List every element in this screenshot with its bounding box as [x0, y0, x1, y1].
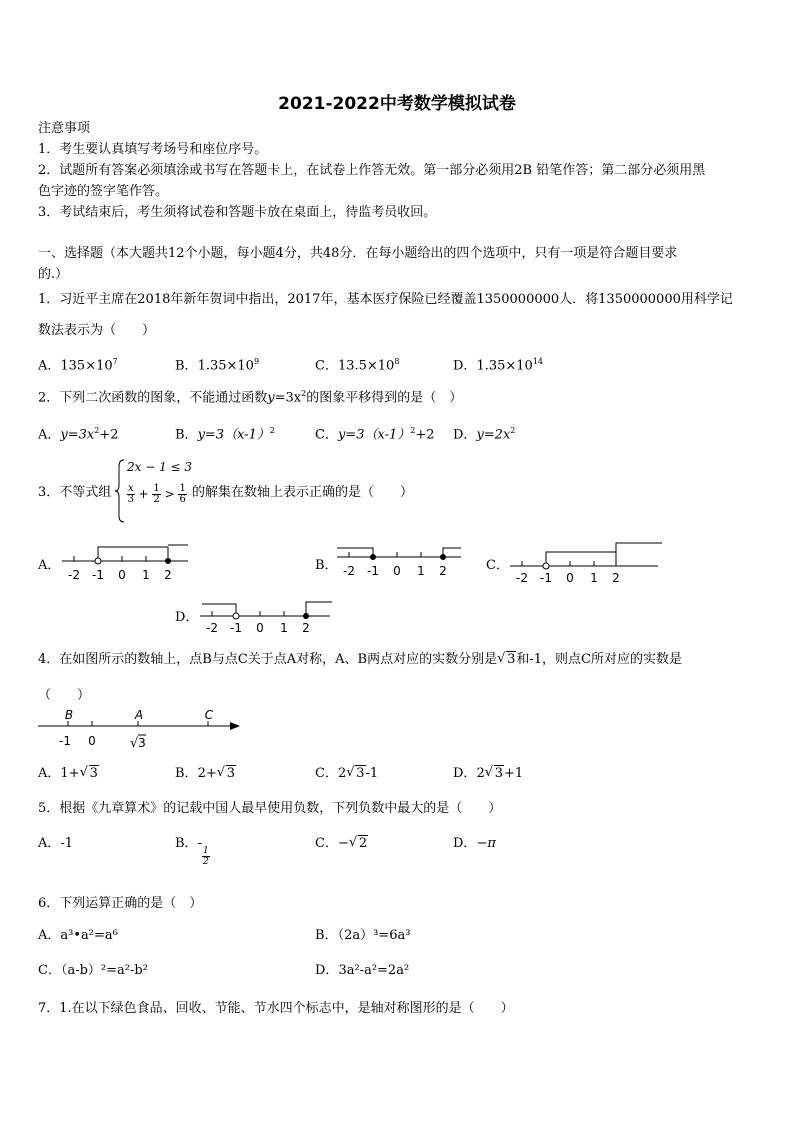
q2-option-c: C．$y=3(x-1)^2+2$ [315, 426, 435, 443]
number-line-d [198, 600, 334, 636]
tick-label: 1 [142, 568, 150, 582]
tick-label: 0 [88, 734, 96, 748]
number-line-a [60, 541, 192, 585]
q1-option-b: B．$1.35\times 10^9$ [175, 357, 260, 374]
q1-option-d: D．$1.35\times 10^{14}$ [453, 357, 544, 374]
section-heading-cont: 的.） [38, 267, 69, 282]
q2-stem: 2．下列二次函数的图象，不能通过函数$y=3x^2$的图象平移得到的是（ ） [38, 389, 463, 406]
tick-label: -2 [516, 571, 528, 585]
q6-option-a: A．a³•a²=a⁶ [38, 928, 118, 943]
q4-option-c: C．2√ 3-1 [315, 766, 378, 782]
tick-label: -2 [343, 564, 355, 578]
q3-prefix: 3．不等式组 [38, 485, 112, 500]
q2-option-b: B．$y=3(x-1)^2$ [175, 426, 275, 443]
q4-number-line [36, 708, 246, 752]
tick-label: 2 [164, 568, 172, 582]
q3-option-a: A． [38, 558, 61, 573]
q7-stem: 7．1.在以下绿色食品、回收、节能、节水四个标志中，是轴对称图形的是（ ） [38, 1001, 514, 1016]
inequality-1: 2x − 1 ≤ 3 [127, 460, 193, 474]
tick-label: 2 [439, 564, 447, 578]
tick-label: 0 [566, 571, 574, 585]
point-label: C [204, 708, 214, 722]
q4-stem: 4．在如图所示的数轴上，点B与点C关于点A对称，A、B两点对应的实数分别是√ 3和-1，则点C所对应的实数是 [38, 652, 682, 668]
note-line: 色字迹的签字笔作答。 [38, 184, 169, 199]
q6-option-c: C．（a-b）²=a²-b² [38, 963, 148, 978]
note-line: 1．考生要认真填写考场号和座位序号。 [38, 142, 268, 157]
inequality-2: $\frac{x}{3}$ + $\frac{1}{2}$ > $\frac{1}{6}$ [127, 483, 186, 505]
inequality-system [115, 458, 191, 524]
q5-option-b: B．- [175, 836, 202, 851]
section-heading: 一、选择题（本大题共12个小题，每小题4分，共48分．在每小题给出的四个选项中，只有一项是符合题目要求 [38, 246, 678, 261]
page-title: 2021-2022中考数学模拟试卷 [278, 94, 516, 114]
q5-option-a: A．-1 [38, 836, 74, 851]
q2-option-d: D．$y=2x^2$ [453, 426, 516, 443]
tick-label: 1 [280, 621, 288, 635]
q2-option-a: A．$y=3x^2+2$ [38, 426, 119, 443]
q5-option-c: C．−√ 2 [315, 836, 368, 852]
q4-option-b: B．2+√ 3 [175, 766, 236, 782]
q5-option-b-fraction: 1 2 [203, 846, 209, 867]
tick-label: -1 [92, 568, 104, 582]
note-line: 2．试题所有答案必须填涂或书写在答题卡上，在试卷上作答无效。第一部分必须用2B 铅笔作答；第二部分必须用黑 [38, 163, 706, 178]
q1-option-a: A．$135\times 10^7$ [38, 357, 118, 374]
tick-label: 2 [302, 621, 310, 635]
q4-option-a: A．1+√ 3 [38, 766, 99, 782]
tick-label: 1 [417, 564, 425, 578]
q3-suffix: 的解集在数轴上表示正确的是（ ） [192, 485, 414, 500]
tick-label: -1 [59, 734, 71, 748]
q3-option-d: D． [175, 610, 199, 625]
q5-stem: 5．根据《九章算术》的记载中国人最早使用负数，下列负数中最大的是（ ） [38, 801, 502, 816]
q4-option-d: D．2√ 3+1 [453, 766, 523, 782]
tick-label: 0 [393, 564, 401, 578]
q6-option-d: D．3a²-a²=2a² [315, 963, 410, 978]
tick-label: -2 [68, 568, 80, 582]
tick-label: 1 [590, 571, 598, 585]
q1-option-c: C．$13.5\times 10^8$ [315, 357, 400, 374]
sqrt-icon: √ [130, 736, 139, 751]
q3-option-c: C． [486, 558, 509, 573]
q3-option-b: B． [315, 558, 338, 573]
point-label: B [64, 708, 74, 722]
tick-label: -1 [367, 564, 379, 578]
tick-label: 0 [118, 568, 126, 582]
notes-heading: 注意事项 [38, 121, 91, 136]
q1-stem-cont: 数法表示为（ ） [38, 323, 156, 338]
q1-stem: 1．习近平主席在2018年新年贺词中指出，2017年，基本医疗保险已经覆盖1350000000人．将1350000000用科学记 [38, 292, 733, 307]
q4-stem-cont: （ ） [38, 688, 91, 703]
q6-stem: 6．下列运算正确的是（ ） [38, 896, 203, 911]
tick-label: -1 [540, 571, 552, 585]
tick-label: -2 [206, 621, 218, 635]
point-label: A [134, 708, 144, 722]
tick-label: 2 [612, 571, 620, 585]
brace-icon [115, 458, 125, 524]
number-line-c [508, 540, 664, 585]
q6-option-b: B．（2a）³=6a³ [315, 928, 411, 943]
tick-label: -1 [230, 621, 242, 635]
tick-label: 0 [256, 621, 264, 635]
number-line-b [335, 541, 465, 585]
q5-option-d: D．−π [453, 836, 496, 851]
tick-label: 3 [138, 736, 146, 750]
note-line: 3．考试结束后，考生须将试卷和答题卡放在桌面上，待监考员收回。 [38, 205, 437, 220]
